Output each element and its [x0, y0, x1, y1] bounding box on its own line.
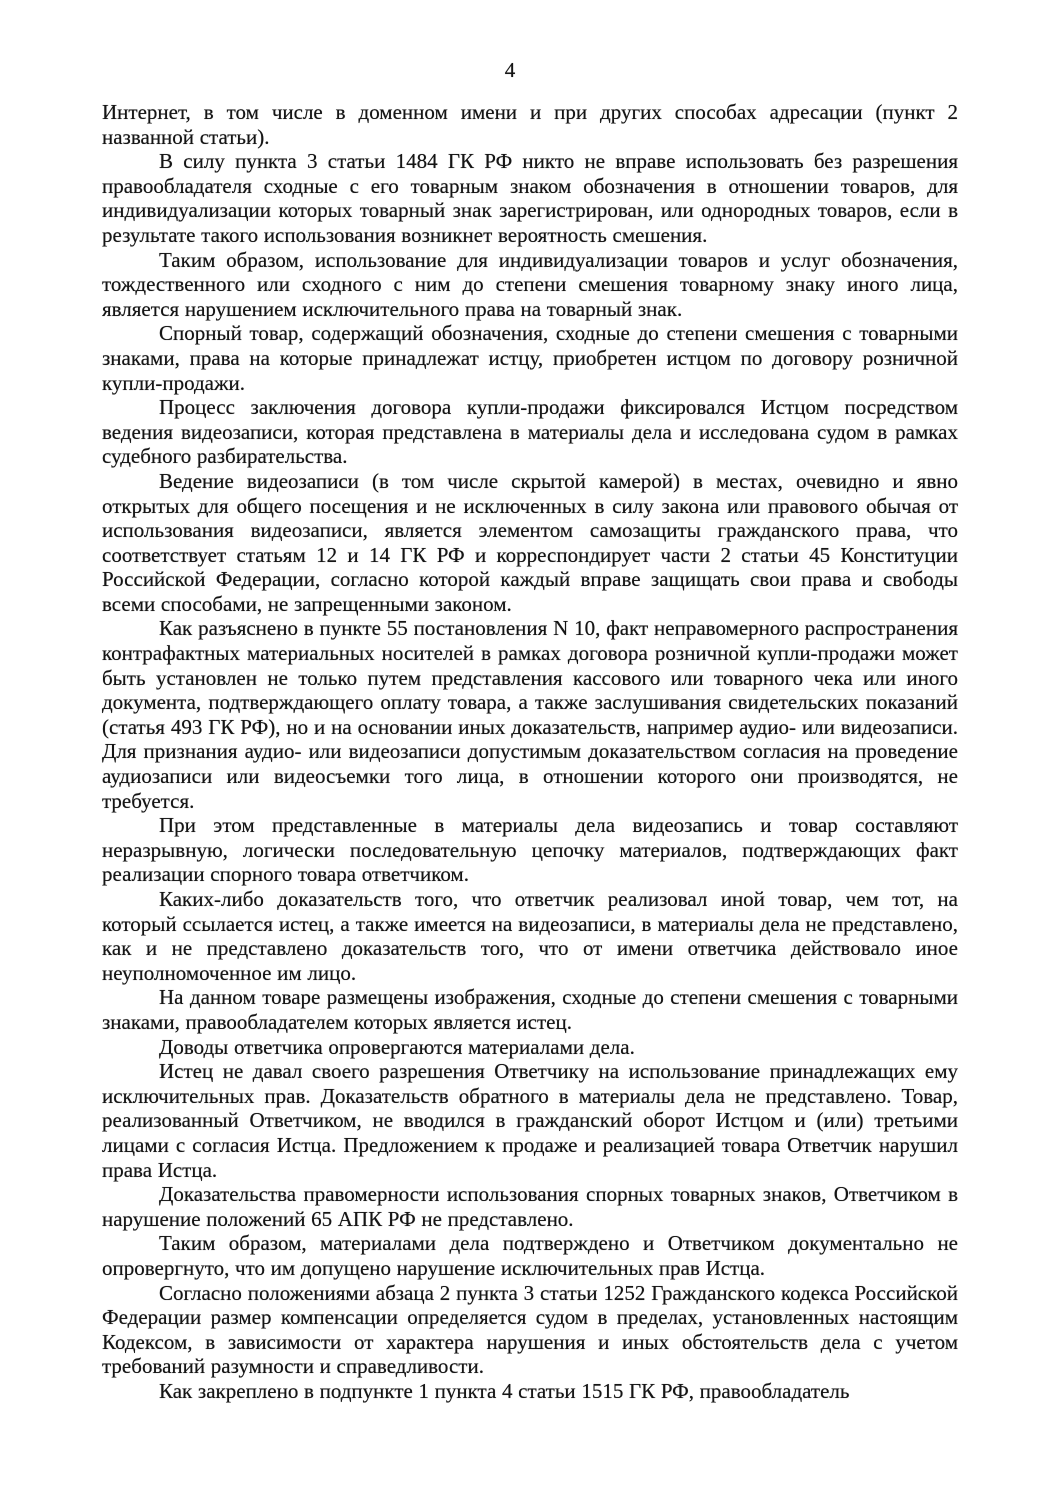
paragraph: При этом представленные в материалы дела видеозапись и товар составляют неразрывную, логически последовательную цепочку материалов, подтверждающих факт реализации спорного товара ответчиком.: [102, 813, 958, 887]
paragraph: Согласно положениями абзаца 2 пункта 3 статьи 1252 Гражданского кодекса Российской Федерации размер компенсации определяется судом в пределах, установленных настоящим Кодексом, в зависимости от характера нарушения и иных обстоятельств дела с учетом требований разумности и справедливости.: [102, 1280, 958, 1379]
paragraph: Ведение видеозаписи (в том числе скрытой камерой) в местах, очевидно и явно открытых для общего посещения и не исключенных в силу закона или правового обычая от использования видеозаписи, является элементом самозащиты гражданского права, что соответствует статьям 12 и 14 ГК РФ и корреспондирует части 2 статьи 45 Конституции Российской Федерации, согласно которой каждый вправе защищать свои права и свободы всеми способами, не запрещенными законом.: [102, 468, 958, 616]
paragraph: Процесс заключения договора купли-продажи фиксировался Истцом посредством ведения видеозаписи, которая представлена в материалы дела и исследована судом в рамках судебного разбирательства.: [102, 395, 958, 469]
paragraph: Истец не давал своего разрешения Ответчику на использование принадлежащих ему исключительных прав. Доказательств обратного в материалы дела не представлено. Товар, реализованный Ответчиком, не вводился в гражданский оборот Истцом и (или) третьими лицами с согласия Истца. Предложением к продаже и реализацией товара Ответчик нарушил права Истца.: [102, 1059, 958, 1182]
paragraph: В силу пункта 3 статьи 1484 ГК РФ никто не вправе использовать без разрешения правообладателя сходные с его товарным знаком обозначения в отношении товаров, для индивидуализации которых товарный знак зарегистрирован, или однородных товаров, если в результате такого использования возникнет вероятность смешения.: [102, 149, 958, 247]
paragraph: Таким образом, материалами дела подтверждено и Ответчиком документально не опровергнуто, что им допущено нарушение исключительных прав Истца.: [102, 1231, 958, 1280]
document-body: [102, 100, 958, 1403]
paragraph: Доводы ответчика опровергаются материалами дела.: [159, 1034, 635, 1059]
paragraph: Как разъяснено в пункте 55 постановления N 10, факт неправомерного распространения контрафактных материальных носителей в рамках договора розничной купли-продажи может быть установлен не только путем представления кассового или товарного чека или иного документа, подтверждающего оплату товара, а также заслушивания свидетельских показаний (статья 493 ГК РФ), но и на основании иных доказательств, например аудио- или видеозаписи. Для признания аудио- или видеозаписи допустимым доказательством согласия на проведение аудиозаписи или видеосъемки того лица, в отношении которого они производятся, не требуется.: [102, 616, 958, 813]
page-number: 4: [504, 58, 516, 82]
paragraph: Каких-либо доказательств того, что ответчик реализовал иной товар, чем тот, на который ссылается истец, а также имеется на видеозаписи, в материалы дела не представлено, как и не представлено доказательств того, что от имени ответчика действовало иное неуполномоченное им лицо.: [102, 887, 958, 985]
paragraph: Таким образом, использование для индивидуализации товаров и услуг обозначения, тождественного или сходного с ним до степени смешения товарному знаку иного лица, является нарушением исключительного права на товарный знак.: [102, 247, 958, 321]
paragraph: На данном товаре размещены изображения, сходные до степени смешения с товарными знаками, правообладателем которых является истец.: [102, 985, 958, 1034]
paragraph-incomplete: Как закреплено в подпункте 1 пункта 4 статьи 1515 ГК РФ, правообладатель: [159, 1378, 850, 1403]
paragraph: Спорный товар, содержащий обозначения, сходные до степени смешения с товарными знаками, права на которые принадлежат истцу, приобретен истцом по договору розничной купли-продажи.: [102, 321, 958, 395]
paragraph-continuation: Интернет, в том числе в доменном имени и при других способах адресации (пункт 2 названной статьи).: [102, 100, 958, 149]
paragraph: Доказательства правомерности использования спорных товарных знаков, Ответчиком в нарушение положений 65 АПК РФ не представлено.: [102, 1182, 958, 1231]
